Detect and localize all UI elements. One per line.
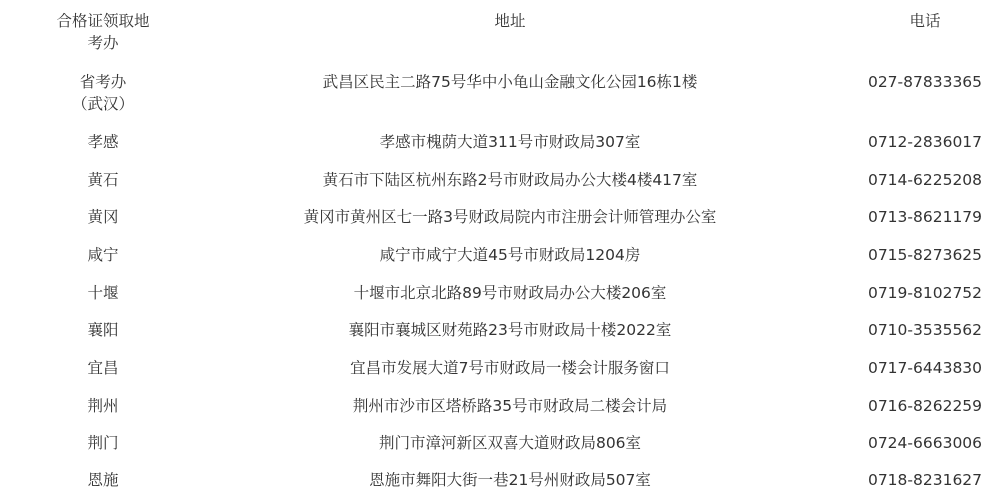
row-address: 宜昌市发展大道7号市财政局一楼会计服务窗口 <box>350 359 670 377</box>
row-address: 咸宁市咸宁大道45号市财政局1204房 <box>379 246 641 264</box>
row-phone: 0724-6663006 <box>867 434 983 452</box>
row-area: 襄阳 <box>87 321 119 339</box>
row-address: 十堰市北京北路89号市财政局办公大楼206室 <box>353 284 667 302</box>
row-address: 黄冈市黄州区七一路3号财政局院内市注册会计师管理办公室 <box>303 208 717 226</box>
row-address: 武昌区民主二路75号华中小龟山金融文化公园16栋1楼 <box>322 73 698 91</box>
row-phone: 0714-6225208 <box>867 171 983 189</box>
row-address: 孝感市槐荫大道311号市财政局307室 <box>379 133 641 151</box>
row-phone: 0719-8102752 <box>867 284 983 302</box>
row-area: 荆门 <box>87 434 119 452</box>
header-area <box>40 10 166 54</box>
row-area: 宜昌 <box>87 359 119 377</box>
row-area: 黄石 <box>87 171 119 189</box>
row-area: 黄冈 <box>87 208 119 226</box>
row-phone: 027-87833365 <box>867 73 983 91</box>
row-area: 荆州 <box>87 397 119 415</box>
row-address: 襄阳市襄城区财苑路23号市财政局十楼2022室 <box>348 321 672 339</box>
row-phone: 0716-8262259 <box>867 397 983 415</box>
row-phone: 0715-8273625 <box>867 246 983 264</box>
row-area: 恩施 <box>87 471 119 489</box>
row-phone: 0718-8231627 <box>867 471 983 489</box>
row-address: 恩施市舞阳大街一巷21号州财政局507室 <box>369 471 651 489</box>
header-area-line2: 考办 <box>87 34 119 52</box>
header-phone: 电话 <box>909 12 941 30</box>
row-phone: 0712-2836017 <box>867 133 983 151</box>
row-area-line2: （武汉） <box>71 95 134 113</box>
row-area: 咸宁 <box>87 246 119 264</box>
row-phone: 0713-8621179 <box>867 208 983 226</box>
row-area-line1: 省考办 <box>79 73 127 91</box>
row-area: 孝感 <box>87 133 119 151</box>
row-area <box>40 71 166 115</box>
row-address: 荆州市沙市区塔桥路35号市财政局二楼会计局 <box>352 397 668 415</box>
row-phone: 0717-6443830 <box>867 359 983 377</box>
row-area: 十堰 <box>87 284 119 302</box>
row-phone: 0710-3535562 <box>867 321 983 339</box>
header-address: 地址 <box>494 12 526 30</box>
row-address: 黄石市下陆区杭州东路2号市财政局办公大楼4楼417室 <box>322 171 698 189</box>
header-area-line1: 合格证领取地 <box>56 12 150 30</box>
row-address: 荆门市漳河新区双喜大道财政局806室 <box>378 434 642 452</box>
